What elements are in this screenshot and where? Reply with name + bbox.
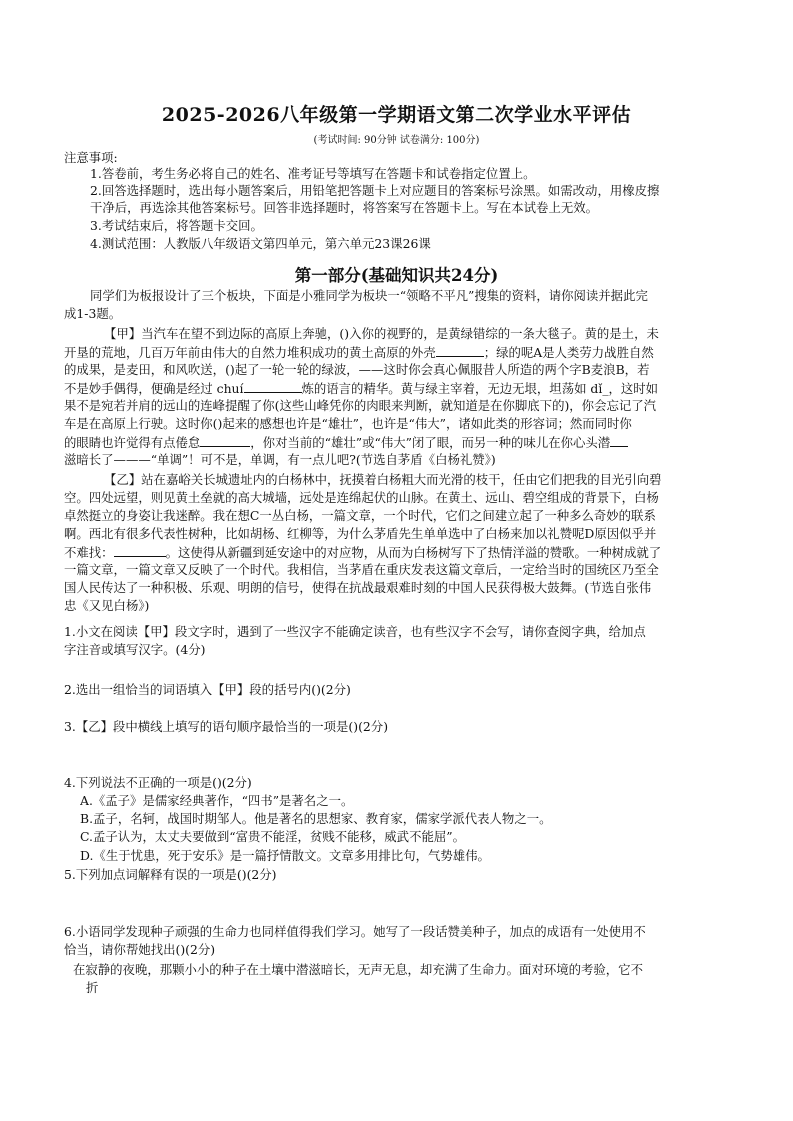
passage-b-line-3: 卓然挺立的身姿让我迷醉。我在想C一丛白杨，一篇文章，一个时代，它们之间建立起了一种多么奇妙的联系 bbox=[64, 508, 656, 523]
passage-a-line-2: 开垦的荒地，几百万年前由伟大的自然力堆积成功的黄土高原的外壳 ；绿的呢A是人类劳力战胜自然 bbox=[64, 345, 654, 360]
passage-a-line-3: 的成果，是麦田，和风吹送，()起了一轮一轮的绿波，——这时你会真心佩服昔人所造的两个字B麦浪B，若 bbox=[64, 362, 650, 377]
passage-b-line-8: 忠《又见白杨》) bbox=[64, 598, 150, 613]
answer-blank bbox=[200, 434, 250, 447]
exam-info: (考试时间: 90分钟 试卷满分: 100分) bbox=[313, 135, 480, 146]
passage-a-line-6: 车是在高原上行驶。这时你()起来的感想也许是“雄壮”，也许是“伟大”，诸如此类的形容词；然而同时你 bbox=[64, 416, 632, 431]
q6-stem-b: 恰当，请你帮她找出()(2分) bbox=[64, 942, 216, 957]
intro-line-2: 成1-3题。 bbox=[64, 306, 122, 321]
passage-b-line-7: 国人民传达了一种积极、乐观、明朗的信号，使得在抗战最艰难时刻的中国人民获得极大鼓舞。(节选自张伟 bbox=[64, 580, 652, 595]
q6-passage-2: 折 bbox=[86, 980, 99, 995]
note-4: 4.测试范围：人教版八年级语文第四单元，第六单元23课26课 bbox=[90, 236, 431, 251]
q4-option-b: B.孟子，名轲，战国时期邹人。他是著名的思想家、教育家，儒家学派代表人物之一。 bbox=[80, 811, 552, 826]
q4-option-a: A.《孟子》是儒家经典著作，“四书”是著名之一。 bbox=[80, 793, 354, 808]
q2-stem: 2.选出一组恰当的词语填入【甲】段的括号内()(2分) bbox=[64, 682, 351, 697]
q3-stem: 3.【乙】段中横线上填写的语句顺序最恰当的一项是()(2分) bbox=[64, 719, 389, 734]
passage-b-line-4: 啊。西北有很多代表性树种，比如胡杨、红柳等，为什么茅盾先生单单选中了白杨来加以礼赞呢D原因似乎并 bbox=[64, 526, 657, 541]
answer-blank bbox=[114, 544, 166, 557]
q4-stem: 4.下列说法不正确的一项是()(2分) bbox=[64, 775, 252, 790]
passage-b-line-6: 一篇文章，一篇文章又反映了一个时代。我相信，当茅盾在重庆发表这篇文章后，一定给当时的国统区乃至全 bbox=[64, 562, 659, 577]
note-1: 1.答卷前，考生务必将自己的姓名、准考证号等填写在答题卡和试卷指定位置上。 bbox=[90, 166, 536, 181]
section-title: 第一部分(基础知识共24分) bbox=[294, 266, 499, 285]
q5-stem: 5.下列加点词解释有误的一项是()(2分) bbox=[64, 867, 277, 882]
note-2a: 2.回答选择题时，选出每小题答案后，用铅笔把答题卡上对应题目的答案标号涂黑。如需改动，用橡皮擦 bbox=[90, 183, 660, 198]
passage-a-line-1: 【甲】当汽车在望不到边际的高原上奔驰，()入你的视野的，是黄绿错综的一条大毯子。黄的是土，未 bbox=[104, 326, 659, 341]
q6-passage-1: 在寂静的夜晚，那颗小小的种子在土壤中潜滋暗长，无声无息，却充满了生命力。面对环境的考验，它不 bbox=[73, 962, 643, 977]
note-2b: 干净后，再选涂其他答案标号。回答非选择题时，将答案写在答题卡上。写在本试卷上无效。 bbox=[90, 200, 599, 215]
passage-a-line-5: 果不是宛若并肩的远山的连峰提醒了你(这些山峰凭你的肉眼来判断，就知道是在你脚底下的)，你会忘记了汽 bbox=[64, 398, 657, 413]
answer-blank bbox=[610, 434, 628, 447]
q1-stem-b: 字注音或填写汉字。(4分) bbox=[64, 642, 206, 657]
intro-line-1: 同学们为板报设计了三个板块，下面是小雅同学为板块一“领略不平凡”搜集的资料，请你阅读并据此完 bbox=[90, 288, 648, 303]
passage-a-line-8: 滋暗长了———“单调”！可不是，单调，有一点儿吧?(节选自茅盾《白杨礼赞》) bbox=[64, 452, 496, 467]
answer-blank bbox=[244, 380, 302, 393]
passage-b-line-5: 不难找： 。这使得从新疆到延安途中的对应物，从而为白杨树写下了热情洋溢的赞歌。一种树成就了 bbox=[64, 545, 662, 560]
passage-b-line-2: 空。四处远望，则见黄土垒就的高大城墙，远处是连绵起伏的山脉。在黄土、远山、碧空组成的背景下，白杨 bbox=[64, 490, 659, 505]
note-3: 3.考试结束后，将答题卡交回。 bbox=[90, 218, 263, 233]
passage-a-line-4: 不是妙手偶得，便确是经过 chuí 炼的语言的精华。黄与绿主宰着，无边无垠，坦荡如 dǐ_，这时如 bbox=[64, 381, 659, 396]
notes-label: 注意事项: bbox=[64, 150, 118, 165]
q4-option-d: D.《生于忧患，死于安乐》是一篇抒情散文。文章多用排比句，气势雄伟。 bbox=[80, 848, 490, 863]
passage-a-line-7: 的眼睛也许觉得有点倦怠 ，你对当前的“雄壮”或“伟大”闭了眼，而另一种的味儿在你心头潜 bbox=[64, 434, 744, 451]
q4-option-c: C.孟子认为，太丈夫要做到“富贵不能淫，贫贱不能移，威武不能屈”。 bbox=[80, 829, 465, 844]
q6-stem-a: 6.小语同学发现种子顽强的生命力也同样值得我们学习。她写了一段话赞美种子，加点的成语有一处使用不 bbox=[64, 924, 646, 939]
answer-blank bbox=[436, 344, 484, 357]
passage-b-line-1: 【乙】站在嘉峪关长城遗址内的白杨林中，抚摸着白杨粗大而光滑的枝干，任由它们把我的目光引向碧 bbox=[104, 472, 662, 487]
page-title: 2025-2026八年级第一学期语文第二次学业水平评估 bbox=[161, 104, 632, 126]
q1-stem-a: 1.小文在阅读【甲】段文字时，遇到了一些汉字不能确定读音，也有些汉字不会写，请你查阅字典，给加点 bbox=[64, 624, 646, 639]
